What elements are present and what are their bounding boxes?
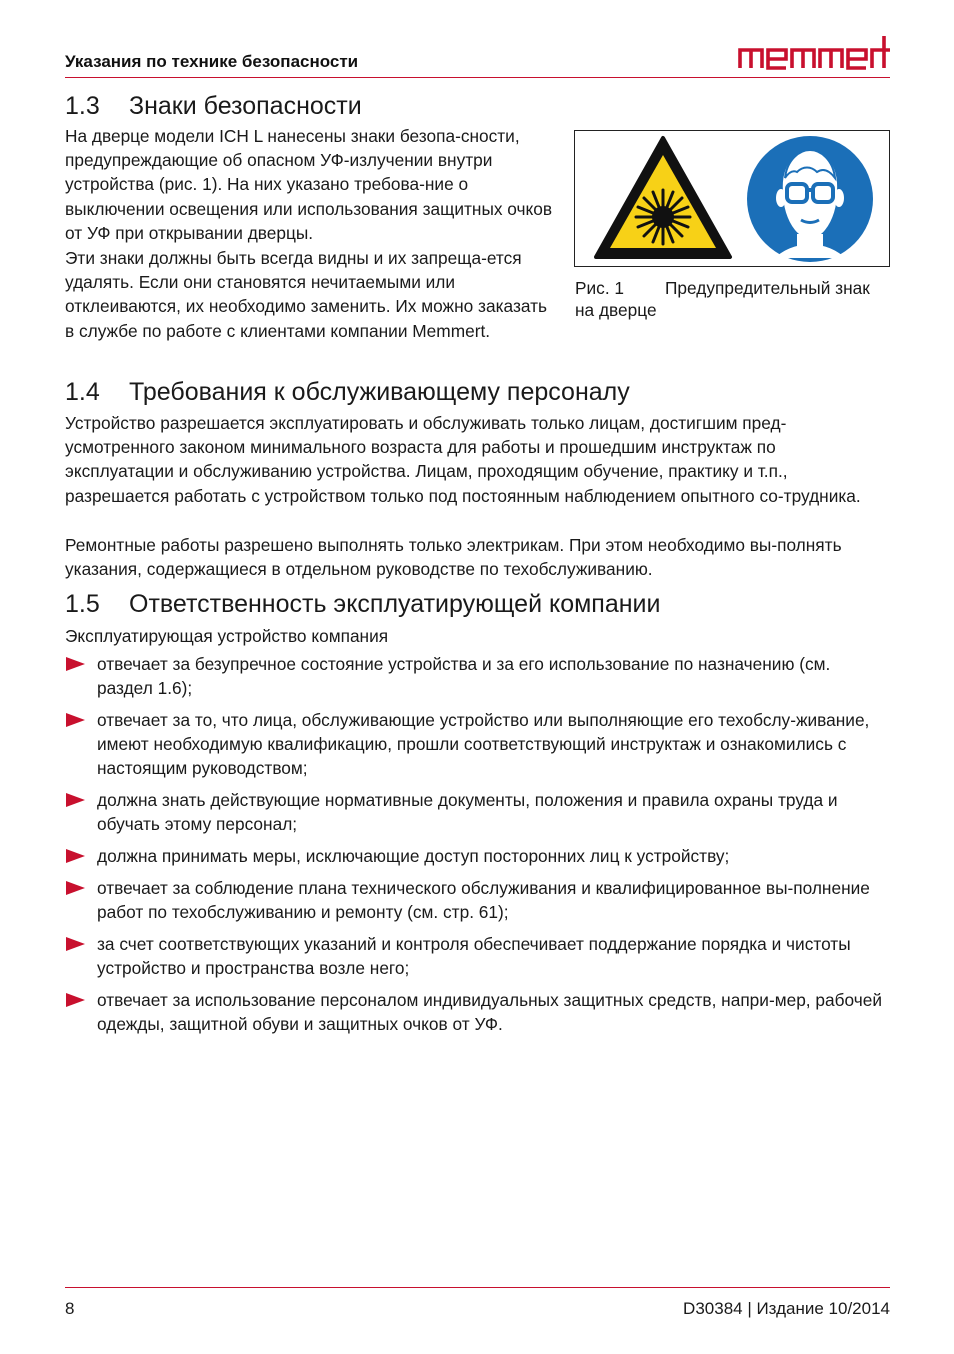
section-title: Знаки безопасности [129, 92, 362, 120]
list-item: должна принимать меры, исключающие доступ посторонних лиц к устройству; [65, 844, 890, 868]
list-item: должна знать действующие нормативные документы, положения и правила охраны труда и обучать этому персонал; [65, 788, 890, 836]
figure-caption [575, 277, 890, 321]
arrow-bullet-icon [66, 793, 85, 807]
document-info: D30384 | Издание 10/2014 [683, 1299, 890, 1318]
responsibility-list [65, 652, 890, 1044]
arrow-bullet-icon [66, 993, 85, 1007]
arrow-bullet-icon [66, 657, 85, 671]
arrow-bullet-icon [66, 849, 85, 863]
arrow-bullet-icon [66, 881, 85, 895]
header-rule [65, 77, 890, 78]
paragraph: Устройство разрешается эксплуатировать и обслуживать только лицам, достигшим пред-усмотренного законом минимального возраста для работы и прошедшим инструктаж по эксплуатации и обслуживанию устройства. Лицам, проходящим обучение, практику и т.п., разрешается работать с устройством только под постоянным наблюдением опытного со-трудника. [65, 413, 861, 506]
section-title: Ответственность эксплуатирующей компании [129, 590, 661, 618]
section-title: Требования к обслуживающему персоналу [129, 378, 630, 406]
memmert-logo [738, 34, 890, 72]
paragraph: На дверце модели ICH L нанесены знаки безопа-сности, предупреждающие об опасном УФ-излучении внутри устройства (рис. 1). На них указано требова-ние о выключении освещения или использования защитных очков от УФ при открывании дверцы. [65, 126, 553, 243]
section-heading-1-3 [65, 92, 362, 121]
arrow-bullet-icon [66, 713, 85, 727]
section-heading-1-4 [65, 378, 630, 407]
list-item: отвечает за то, что лица, обслуживающие устройство или выполняющие его техобслу-живание, имеют необходимую квалификацию, прошли соответствующий инструктаж и ознакомились с настоящим руководством; [65, 708, 890, 780]
section-heading-1-5 [65, 590, 660, 619]
section-number: 1.4 [65, 378, 100, 406]
section-number: 1.5 [65, 590, 100, 618]
list-item: отвечает за использование персоналом индивидуальных защитных средств, напри-мер, рабочей одежды, защитной обуви и защитных очков от УФ. [65, 988, 890, 1036]
paragraph: Ремонтные работы разрешено выполнять только электрикам. При этом необходимо вы-полнять указания, содержащиеся в отдельном руководстве по техобслуживанию. [65, 535, 842, 580]
page-number: 8 [65, 1299, 75, 1318]
arrow-bullet-icon [66, 937, 85, 951]
paragraph: Эти знаки должны быть всегда видны и их запреща-ется удалять. Если они становятся нечитаемыми или отклеиваются, их необходимо заменить. Их можно заказать в службе по работе с клиентами компании Memmert. [65, 248, 548, 341]
caption-text: Предупредительный знак на дверце [575, 278, 870, 320]
caption-number: Рис. 1 [575, 278, 625, 298]
section-number: 1.3 [65, 92, 100, 120]
figure-safety-signs [574, 130, 890, 267]
wear-eye-protection-icon [745, 134, 875, 264]
running-header-title: Указания по технике безопасности [65, 52, 359, 71]
footer-rule [65, 1287, 890, 1288]
list-item: отвечает за безупречное состояние устройства и за его использование по назначению (см. раздел 1.6); [65, 652, 890, 700]
uv-warning-triangle-icon [593, 135, 733, 261]
paragraph-intro: Эксплуатирующая устройство компания [65, 626, 389, 646]
list-item: отвечает за соблюдение плана технического обслуживания и квалифицированное вы-полнение работ по техобслуживанию и ремонту (см. стр. 61); [65, 876, 890, 924]
list-item: за счет соответствующих указаний и контроля обеспечивает поддержание порядка и чистоты устройство и пространства возле него; [65, 932, 890, 980]
